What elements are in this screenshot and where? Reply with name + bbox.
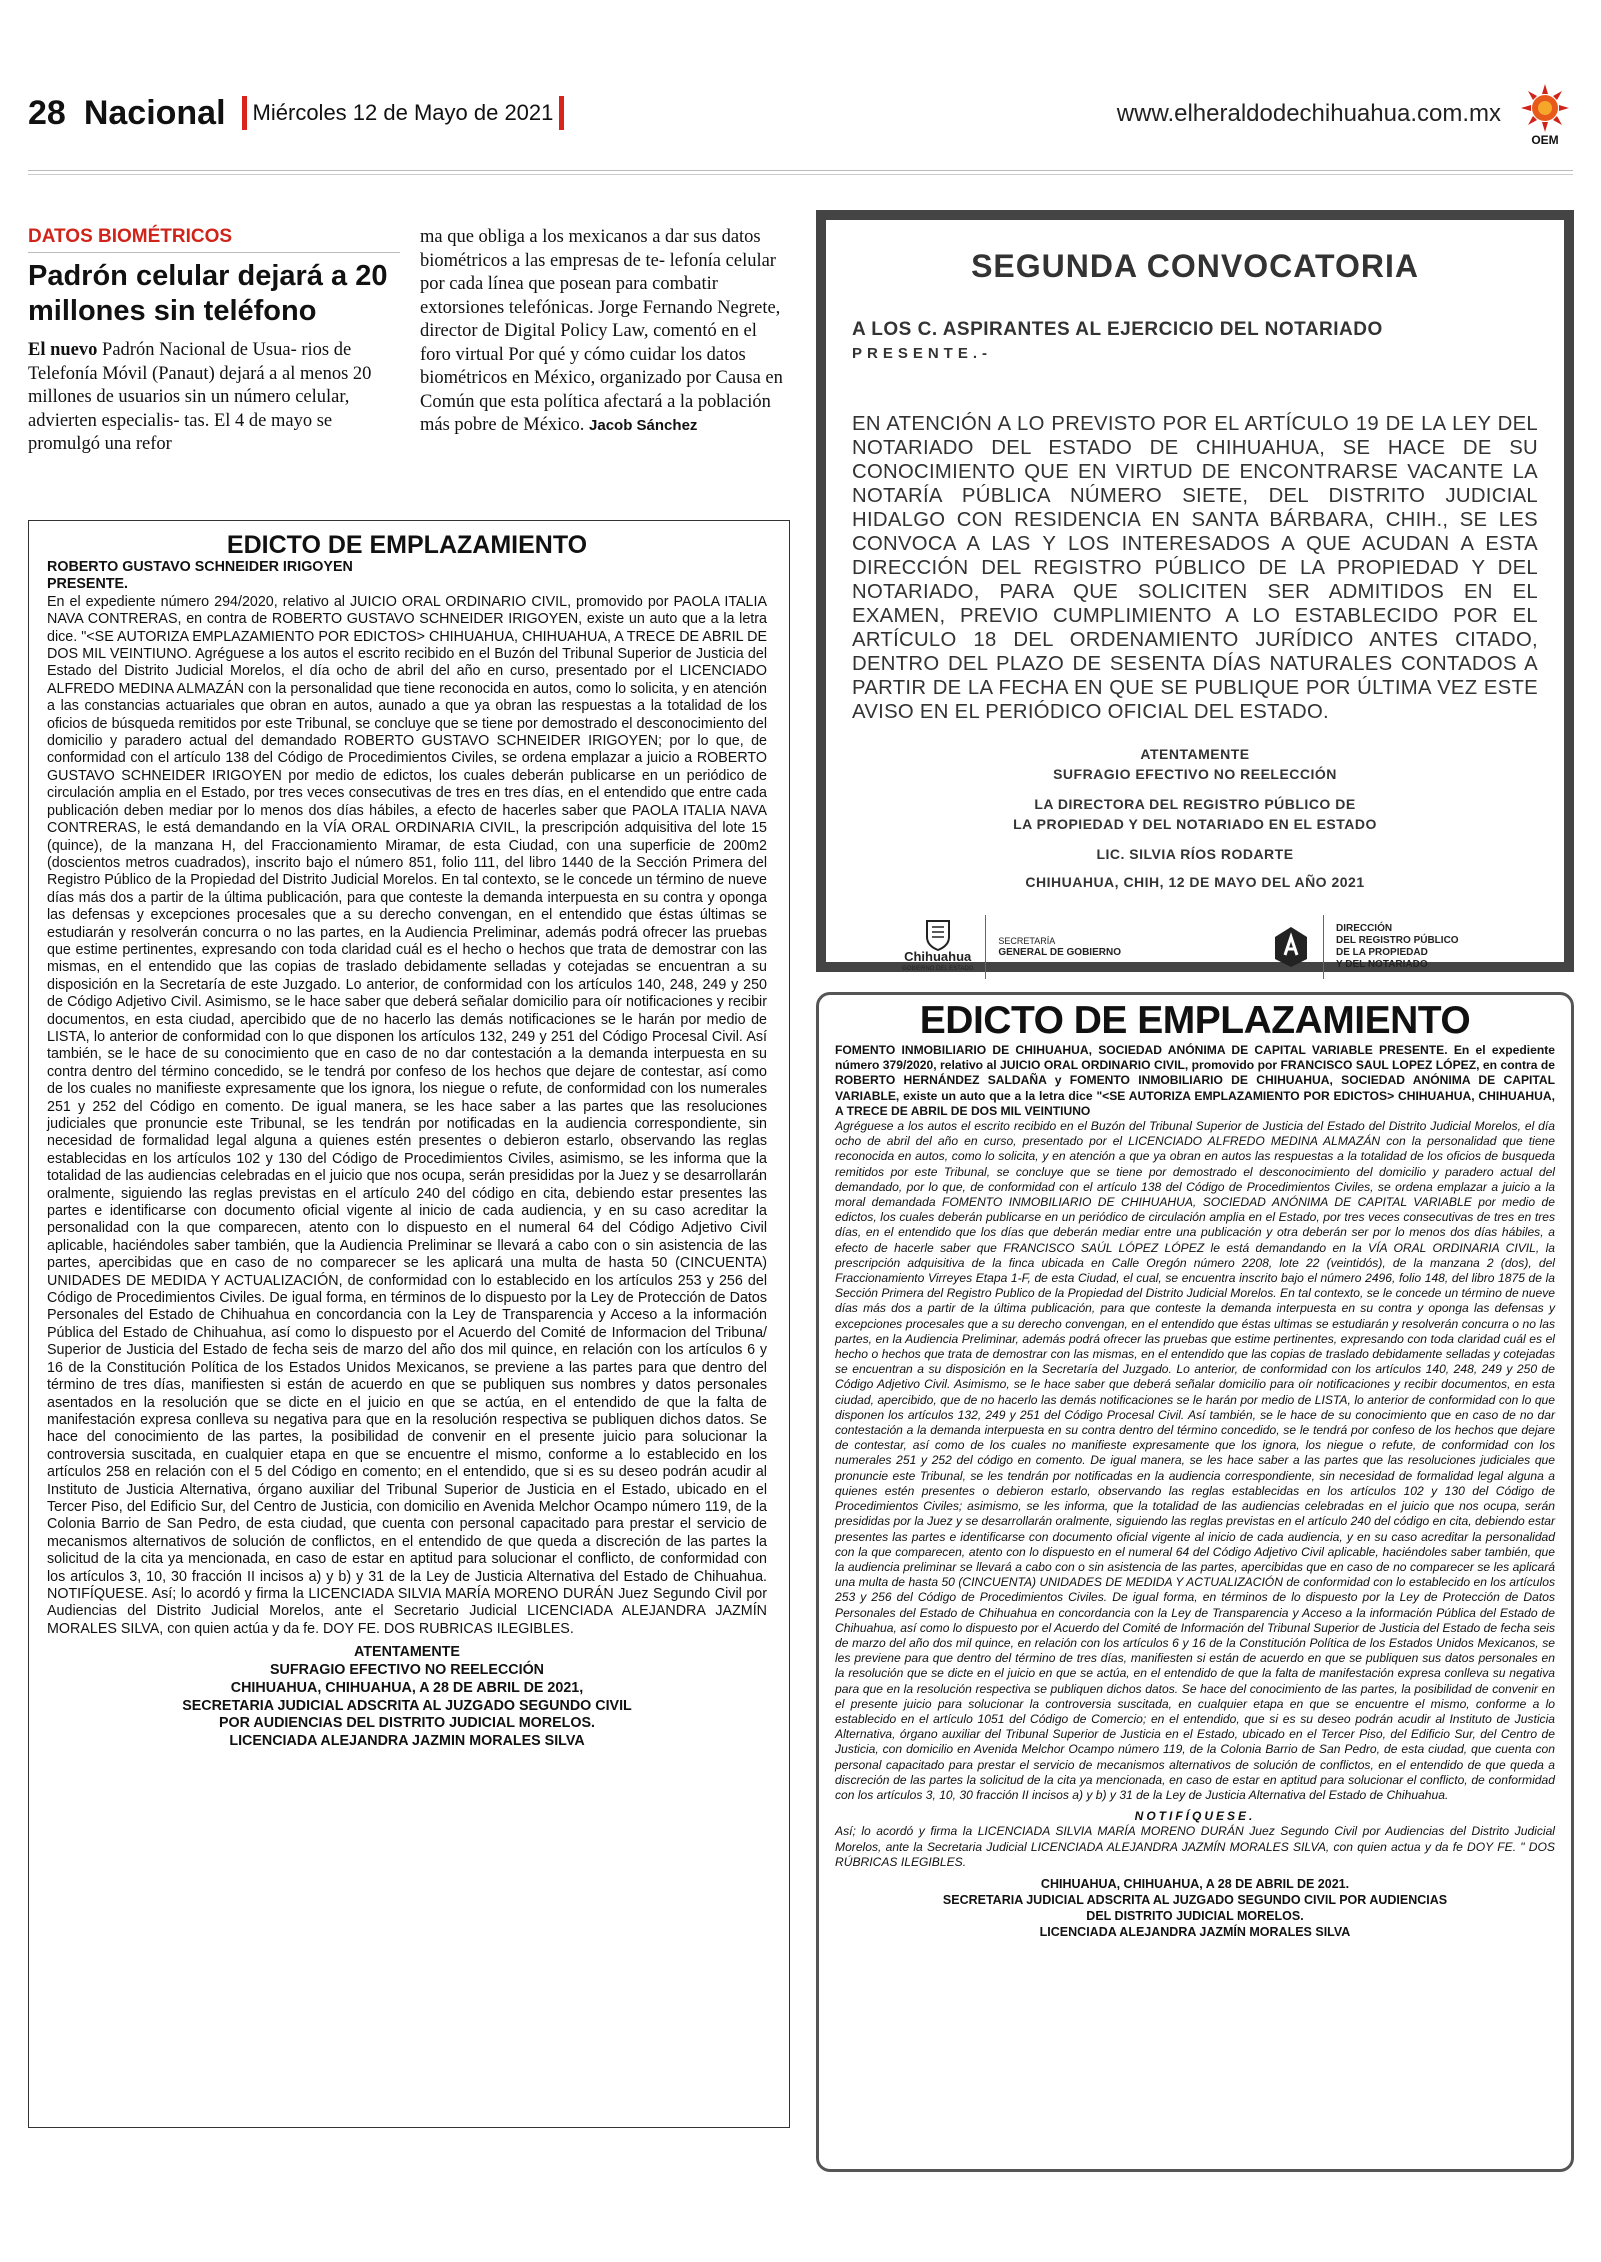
byline: Jacob Sánchez [589, 417, 698, 434]
divider [559, 96, 564, 130]
logo-label: DIRECCIÓN [1335, 923, 1393, 934]
logo-label: SECRETARÍA [998, 936, 1056, 946]
brief-body-cont: ma que obliga a los mexicanos a dar sus datos biométricos a las empresas de te- lefonía celular por cada línea que posean para combatir extorsiones telefónicas. Jorge Fernando Negrete, director de Digital Policy Law, comentó en el foro virtual Por qué y cómo cuidar los datos biométricos en México, organizado por Causa en Común que esta política afectará a la población más pobre de México. [420, 227, 783, 435]
convocatoria-signature [852, 744, 1538, 892]
brief-headline[interactable]: Padrón celular dejará a 20 millones sin teléfono [28, 260, 388, 327]
sig-line: SUFRAGIO EFECTIVO NO REELECCIÓN [1053, 766, 1337, 782]
sig-line: ATENTAMENTE [354, 1644, 460, 1661]
convocatoria-title: SEGUNDA CONVOCATORIA [971, 248, 1419, 284]
logo-label: GENERAL DE GOBIERNO [998, 947, 1121, 958]
logo-label: DE LA PROPIEDAD [1335, 947, 1428, 958]
state-shield-icon [925, 919, 951, 951]
svg-text:OEM: OEM [1531, 133, 1559, 147]
brief-text-col2 [420, 226, 792, 438]
edict-signature [47, 1644, 767, 1751]
header-rule [28, 174, 1573, 175]
sig-line: LICENCIADA ALEJANDRA JAZMÍN MORALES SILVA [1039, 1924, 1351, 1939]
logo-sub: GOBIERNO DEL ESTADO [902, 966, 974, 972]
sig-line: CHIHUAHUA, CHIH, 12 DE MAYO DEL AÑO 2021 [1025, 874, 1365, 890]
header-rule [28, 170, 1573, 171]
edict-body [47, 559, 767, 1638]
brief-lead: El nuevo [28, 340, 98, 360]
edict-addressee: ROBERTO GUSTAVO SCHNEIDER IRIGOYEN [47, 559, 353, 575]
edict-closing: Así; lo acordó y firma la LICENCIADA SILVIA MARÍA MORENO DURÁN Juez Segundo Civil por Audiencias del Distrito Judicial Morelos, ante la Secretaria Judicial LICENCIADA ALEJANDRA JAZMÍN MORALES SILVA, con quien actua y da fe DOY FE. " DOS RÚBRICAS ILEGIBLES. [835, 1824, 1555, 1869]
sig-line: SECRETARIA JUDICIAL ADSCRITA AL JUZGADO SEGUNDO CIVIL POR AUDIENCIAS [942, 1892, 1448, 1907]
chihuahua-logo [902, 919, 973, 975]
divider [1323, 915, 1324, 979]
logo-label: DEL REGISTRO PÚBLICO [1335, 935, 1459, 946]
edict-box-2 [816, 992, 1574, 2172]
edict-text: Agréguese a los autos el escrito recibido en el Buzón del Tribunal Superior de Justicia del Estado del Distrito Judicial Morelos, el día ocho de abril del año en curso, presentado por el LICENCIADO ALFREDO MEDINA ALMAZÁN con la personalidad que tiene reconocida en autos, como lo solicita, y en atención a que ya obran en autos las respuestas a la totalidad de los oficios de busqueda remitidos por este Tribunal, se concluye que se tiene por demostrado el desconocimiento del domicilio y paradero actual del demandado, por lo que, de conformidad con el artículo 138 del Código de Procedimientos Civiles, se ordena emplazar a juicio a la moral demandada FOMENTO INMOBILIARIO DE CHIHUAHUA, SOCIEDAD ANÓNIMA DE CAPITAL VARIABLE por medio de edictos, los cuales deberán publicarse en un periódico de circulación amplia en el Estado, por tres veces consecutivas de tres en tres días, en el entendido que los días que deberán mediar entre una publicación y otra deberán ser por lo menos dos días hábiles, a efecto de hacerle saber que FRANCISCO SAÚL LÓPEZ LÓPEZ le está demandando en la VÍA ORAL ORDINARIA CIVIL, la prescripción adquisitiva de la finca ubicada en Calle Oregón número 2208, lote 22 (veintidós), de la manzana 2 (dos), del Fraccionamiento Virreyes Etapa 1-F, de esta Ciudad, el cual, se encuentra inscrito bajo el número 2496, folio 148, del libro 1875 de la Sección Primera del Registro Publico de la Propiedad del Distrito Judicial Morelos. En tal contexto, se le concede un término de nueve días más dos a partir de la última publicación, para que conteste la demanda interpuesta en su contra y oponga las defensas y excepciones procesales que a su derecho convengan, en el entendido que éstas ultimas se estudiarán y resolverán concurra o no las partes, en la Audiencia Preliminar, además podrá ofrecer las pruebas que estime pertinentes, expresando con toda claridad cuál es el hecho o hechos que trata de demostrar con las mismas, en el entendido que las copias de traslado debidamente selladas y cotejadas se encuentran a su disposición en la Secretaría del Juzgado. Lo anterior, de conformidad con los artículos 140, 248, 249 y 250 de Código Adjetivo Civil. Asimismo, se le hace saber que deberá señalar domicilio para oír notificaciones y recibir documentos, en esta ciudad, apercibido, que de no hacerlo las demás notificaciones se le harán por medio de LISTA, lo anterior de conformidad con lo que disponen los artículos 132, 249 y 251 del Código Procesal Civil. Así también, se le hace de su conocimiento que en caso de no dar contestación a la demanda interpuesta en su contra dentro del término concedido, se le tendrá por confeso de los hechos que dejare de contestar, así como de los cuales no manifieste expresamente que los ignora, los niegue o refute, de conformidad con los numerales 251 y 252 del código en comento. De igual manera, se les hace saber a las partes que las resoluciones judiciales que pronuncie este Tribunal, se les tendrán por notificadas en la audiencia correspondiente, sin necesidad de formalidad legal alguna a quienes estén presentes o debieron estarlo, observando las reglas establecidas en los artículos 102 y 130 del Código de Procedimientos Civiles; asimismo, se les informa, que la totalidad de las audiencias celebradas en el juicio que nos ocupa, serán presididas por la Juez y se desarrollarán oralmente, siguiendo las reglas previstas en el artículo 240 del código en cita, debiendo estar presentes las partes e identificarse con documento oficial vigente al inicio de cada audiencia, y en su caso acreditar la personalidad con la que comparecen, atento con lo dispuesto en el numeral 64 del Código Adjetivo Civil aplicable, haciéndoles saber también, que la audiencia preliminar se llevará a cabo con o sin asistencia de las partes, apercibidas que en caso de no comparecer se les aplicará una multa de hasta 50 (CINCUENTA) UNIDADES DE MEDIDA Y ACTUALIZACIÓN de conformidad con lo establecido en los artículos 253 y 256 del Código de Procedimientos Civiles. De igual forma, en términos de lo dispuesto por la Ley de Protección de Datos Personales del Estado de Chihuahua en concordancia con la Ley de Transparencia y Acceso a la información Pública del Estado de Chihuahua, así como lo dispuesto por el Acuerdo del Comité de Información del Tribunal Superior de Justicia del Estado de fecha seis de marzo del año dos mil quince, en relación con los artículos 6 y 16 de la Constitución Política de los Estados Unidos Mexicanos, se les previene para que dentro del término de tres días, manifiesten si están de acuerdo en que se publiquen sus datos personales en la resolución que se dicte en el juicio en que se actúa, en el entendido de que la falta de manifestación expresa conlleva su negativa para que en la resolución respectiva se publiquen dichos datos. Se hace del conocimiento de las partes, la posibilidad de convenir en el presente juicio para solucionar la controversia suscitada, en cualquier etapa en que se encuentre el mismo, conforme a lo establecido en el artículo 1051 del Código de Comercio; en el entendido, que si es su deseo podrán acudir al Instituto de Justicia Alternativa, órgano auxiliar del Tribunal Superior de Justicia en el Estado, ubicado en el Tercer Piso, del Edificio Sur, del Centro de Justicia, con domicilio en Avenida Melchor Ocampo número 119, de la Colonia Barrio de San Pedro, de esta ciudad, que cuenta con personal capacitado para prestar el servicio de mecanismos alternativos de solución de conflictos, en el entendido de que queda a discreción de las partes la solicitud de la cita ya mencionada, en caso de estar en aptitud para solucionar el conflicto, de conformidad con los artículos 3, 10, 30 fracción II incisos a) y b) y 31 de la Ley de Justicia Alternativa del Estado de Chihuahua. [835, 1119, 1555, 1802]
page-number: 28 [28, 93, 66, 132]
edict-notif: NOTIFÍQUESE. [1134, 1809, 1256, 1824]
brief-text-col1 [28, 339, 400, 457]
convocatoria-body: EN ATENCIÓN A LO PREVISTO POR EL ARTÍCULO 19 DE LA LEY DEL NOTARIADO DEL ESTADO DE CHIHUAHUA, SE HACE DE SU CONOCIMIENTO QUE EN VIRTUD DE ENCONTRARSE VACANTE LA NOTARÍA PÚBLICA NÚMERO SIETE, DEL DISTRITO JUDICIAL HIDALGO CON RESIDENCIA EN SANTA BÁRBARA, CHIH., SE LES CONVOCA A LAS Y LOS INTERESADOS A QUE ACUDAN A ESTA DIRECCIÓN DEL REGISTRO PÚBLICO DE LA PROPIEDAD Y DEL NOTARIADO, PARA QUE SOLICITEN SER ADMITIDOS EN EL EXAMEN, PREVIO CUMPLIMIENTO A LO ESTABLECIDO POR EL ARTÍCULO 18 DEL ORDENAMIENTO JURÍDICO ANTES CITADO, DENTRO DEL PLAZO DE SESENTA DÍAS NATURALES CONTADOS A PARTIR DE LA FECHA EN QUE SE PUBLIQUE POR ÚLTIMA VEZ ESTE AVISO EN EL PERIÓDICO OFICIAL DEL ESTADO. [852, 413, 1538, 723]
sig-line: LA PROPIEDAD Y DEL NOTARIADO EN EL ESTADO [1013, 816, 1377, 832]
edict-presente: PRESENTE. [47, 576, 129, 593]
edict-title: EDICTO DE EMPLAZAMIENTO [919, 999, 1471, 1042]
edict-signature [835, 1876, 1555, 1940]
sig-line: SUFRAGIO EFECTIVO NO REELECCIÓN [269, 1661, 545, 1678]
edict-title: EDICTO DE EMPLAZAMIENTO [226, 531, 588, 559]
secretaria-logo [998, 935, 1121, 959]
news-brief [28, 226, 400, 457]
convocatoria-addressee: A LOS C. ASPIRANTES AL EJERCICIO DEL NOTARIADO [852, 319, 1383, 340]
sig-line: CHIHUAHUA, CHIHUAHUA, A 28 DE ABRIL DE 2021. [1040, 1876, 1350, 1891]
section-name: Nacional [83, 93, 226, 132]
sig-line: LA DIRECTORA DEL REGISTRO PÚBLICO DE [1034, 796, 1356, 812]
brief-kicker: DATOS BIOMÉTRICOS [28, 226, 400, 253]
convocatoria-presente: PRESENTE.- [852, 345, 993, 362]
edict-box-1 [28, 520, 790, 2128]
site-url[interactable]: www.elheraldodechihuahua.com.mx [1116, 100, 1501, 127]
divider [985, 915, 986, 979]
edict-body [835, 1043, 1555, 1870]
sig-line: DEL DISTRITO JUDICIAL MORELOS. [1086, 1908, 1304, 1923]
divider [242, 96, 247, 130]
issue-date: Miércoles 12 de Mayo de 2021 [252, 100, 554, 125]
registry-emblem-icon [1271, 925, 1311, 969]
sig-line: LICENCIADA ALEJANDRA JAZMIN MORALES SILVA [229, 1733, 585, 1750]
convocatoria-logos [852, 914, 1538, 980]
sig-line: ATENTAMENTE [1140, 746, 1250, 762]
convocatoria-box [816, 210, 1574, 972]
newspaper-logo-icon [1517, 82, 1573, 148]
edict-text: En el expediente número 294/2020, relativo al JUICIO ORAL ORDINARIO CIVIL, promovido por PAOLA ITALIA NAVA CONTRERAS, en contra de ROBERTO GUSTAVO SCHNEIDER IRIGOYEN, existe un auto que a la letra dice. "<SE AUTORIZA EMPLAZAMIENTO POR EDICTOS> CHIHUAHUA, CHIHUAHUA, A TRECE DE ABRIL DE DOS MIL VEINTIUNO. Agréguese a los autos el escrito recibido en el Buzón del Tribunal Superior de Justicia del Estado del Distrito Judicial Morelos, el día ocho de abril del año en curso, presentado por el LICENCIADO ALFREDO MEDINA ALMAZÁN con la personalidad que tiene reconocida en autos, como lo solicita, y en atención a las constancias actuariales que obran en autos, aunado a que ya obran las respuestas a la totalidad de los oficios de búsqueda remitidos por este Tribunal, se concluye que se tiene por demostrado el desconocimiento del domicilio y paradero actual del demandado ROBERTO GUSTAVO SCHNEIDER IRIGOYEN; por lo que, de conformidad con el artículo 138 del Código de Procedimientos Civiles, se ordena emplazar a juicio a ROBERTO GUSTAVO SCHNEIDER IRIGOYEN por medio de edictos, los cuales deberán publicarse en un periódico de circulación amplia en el Estado, por tres veces consecutivas de tres en tres días, en el entendido que entre cada publicación deben mediar por lo menos dos días hábiles, a efecto de hacerles saber que PAOLA ITALIA NAVA CONTRERAS, le está demandando en la VÍA ORAL ORDINARIA CIVIL, la prescripción adquisitiva del lote 15 (quince), de la manzana H, del Fraccionamiento Miramar, de esta Ciudad, con una superficie de 200m2 (doscientos metros cuadrados), inscrito bajo el número 851, folio 111, del libro 1440 de la Sección Primera del Registro Público de la Propiedad del Distrito Judicial Morelos. En tal contexto, se le concede un término de nueve días más dos a partir de la última publicación, para que conteste la demanda interpuesta en su contra y oponga las defensas y excepciones procesales que a su derecho convengan, en el entendido que éstas últimas se estudiarán y resolverán concurra o no las partes, en la Audiencia Preliminar, además podrá ofrecer las pruebas que estime pertinentes, expresando con toda claridad cuál es el hecho o hechos que trata de demostrar con las mismas, en el entendido que las copias de traslado debidamente selladas y cotejadas se encuentran a su disposición en la Secretaría de este Juzgado. Lo anterior, de conformidad con los artículos 140, 248, 249 y 250 de Código Adjetivo Civil. Asimismo, se le hace saber que deberá señalar domicilio para oír notificaciones y recibir documentos, en esta ciudad, apercibido que de no hacerlo las demás notificaciones se le harán por medio de LISTA, lo anterior de conformidad con lo que disponen los artículos 132, 249 y 251 del Código Procesal Civil. Así también, se le hace de su conocimiento que en caso de no dar contestación a la demanda interpuesta en su contra dentro del término concedido, se le tendrá por confeso de los hechos que dejare de contestar, así como de los cuales no manifieste expresamente que los ignora, los niegue o refute, de conformidad con los numerales 251 y 252 del Código en comento. De igual manera, se les hace saber a las partes que las resoluciones judiciales que pronuncie este Tribunal, se les tendrán por notificadas en la audiencia correspondiente, sin necesidad de formalidad legal alguna a quienes estén presentes o debieron estarlo, observando las reglas establecidas en los artículos 102 y 130 del Código de Procedimientos Civiles, asimismo, se les informa que la totalidad de las audiencias celebradas en el juicio que nos ocupa, serán presididas por la Juez y se desarrollarán oralmente, siguiendo las reglas previstas en el artículo 240 del código en cita, debiendo estar presentes las partes e identificarse con documento oficial vigente al inicio de cada audiencia, y en su caso acreditar la personalidad con la que comparecen, atento con lo dispuesto en el numeral 64 del Código Adjetivo Civil aplicable, haciéndoles saber también, que la Audiencia Preliminar se llevará a cabo con o sin asistencia de las partes, apercibidas que en caso de no comparecer se les aplicará una multa de hasta 50 (CINCUENTA) UNIDADES DE MEDIDA Y ACTUALIZACIÓN, de conformidad con lo establecido en los artículos 253 y 256 del Código de Procedimientos Civiles. De igual forma, en términos de lo dispuesto por la Ley de Protección de Datos Personales del Estado de Chihuahua en concordancia con la Ley de Transparencia y Acceso a la información Pública del Estado de Chihuahua, así como lo dispuesto por el Acuerdo del Comité de Informacion del Tribuna/ Superior de Justicia del Estado de fecha seis de marzo del año dos mil quince, en relación con los artículos 6 y 16 de la Constitución Política de los Estados Unidos Mexicanos, se previene a las partes para que dentro del término de tres días, manifiesten si están de acuerdo en que se publiquen sus nombres y datos personales asentados en la resolución que se dicte en el juicio en que se actúa, en el entendido de que la falta de manifestación expresa conlleva su negativa para que en la resolución respectiva se publiquen dichos datos. Se hace del conocimiento de las partes, la posibilidad de convenir en el presente juicio para solucionar la controversia suscitada, en cualquier etapa en que se encuentre el mismo, conforme a lo establecido en los artículos 258 en relación con el 5 del Código en comento; en el entendido, que si es su deseo podrán acudir al Instituto de Justicia Alternativa, órgano auxiliar del Tribunal Superior de Justicia en el Estado, ubicado en el Tercer Piso, del Edificio Sur, del Centro de Justicia, con domicilio en Avenida Melchor Ocampo número 119, de la Colonia Barrio de San Pedro, de esta ciudad, que cuenta con personal capacitado para prestar el servicio de mecanismos alternativos de solución de conflictos, en el entendido de que queda a discreción de las partes la solicitud de la cita ya mencionada, en caso de estar en aptitud para solucionar el conflicto, de conformidad con los artículos 3, 10, 30 fracción II incisos a) y b) y 31 de la Ley de Justicia Alternativa del Estado de Chihuahua. NOTIFÍQUESE. Así; lo acordó y firma la LICENCIADA SILVIA MARÍA MORENO DURÁN Juez Segundo Civil por Audiencias del Distrito Judicial Morelos, ante el Secretario Judicial LICENCIADA ALEJANDRA JAZMÍN MORALES SILVA, con quien actúa y da fe. DOY FE. DOS RUBRICAS ILEGIBLES. [47, 593, 767, 1637]
edict-intro: FOMENTO INMOBILIARIO DE CHIHUAHUA, SOCIEDAD ANÓNIMA DE CAPITAL VARIABLE PRESENTE. En el expediente número 379/2020, relativo al JUICIO ORAL ORDINARIO CIVIL, promovido por FRANCISCO SAUL LOPEZ LÓPEZ, en contra de ROBERTO HERNÁNDEZ SALDAÑA y FOMENTO INMOBILIARIO DE CHIHUAHUA, SOCIEDAD ANÓNIMA DE CAPITAL VARIABLE, existe un auto que a la letra dice "<SE AUTORIZA EMPLAZAMIENTO POR EDICTOS> CHIHUAHUA, CHIHUAHUA, A TRECE DE ABRIL DE DOS MIL VEINTIUNO [835, 1043, 1555, 1118]
sig-line: POR AUDIENCIAS DEL DISTRITO JUDICIAL MORELOS. [219, 1715, 595, 1732]
brief-body: Padrón Nacional de Usua- rios de Telefonía Móvil (Panaut) dejará a al menos 20 millones de usuarios sin un número celular, advierten especialis- tas. El 4 de mayo se promulgó una refor [28, 340, 372, 454]
sig-line: LIC. SILVIA RÍOS RODARTE [1096, 846, 1294, 862]
logo-label: Chihuahua [904, 949, 972, 964]
page-header [28, 88, 570, 138]
sig-line: CHIHUAHUA, CHIHUAHUA, A 28 DE ABRIL DE 2021, [230, 1679, 584, 1696]
sig-line: SECRETARIA JUDICIAL ADSCRITA AL JUZGADO SEGUNDO CIVIL [182, 1697, 632, 1714]
registry-logo-text [1336, 923, 1459, 971]
logo-label: Y DEL NOTARIADO [1335, 959, 1428, 970]
